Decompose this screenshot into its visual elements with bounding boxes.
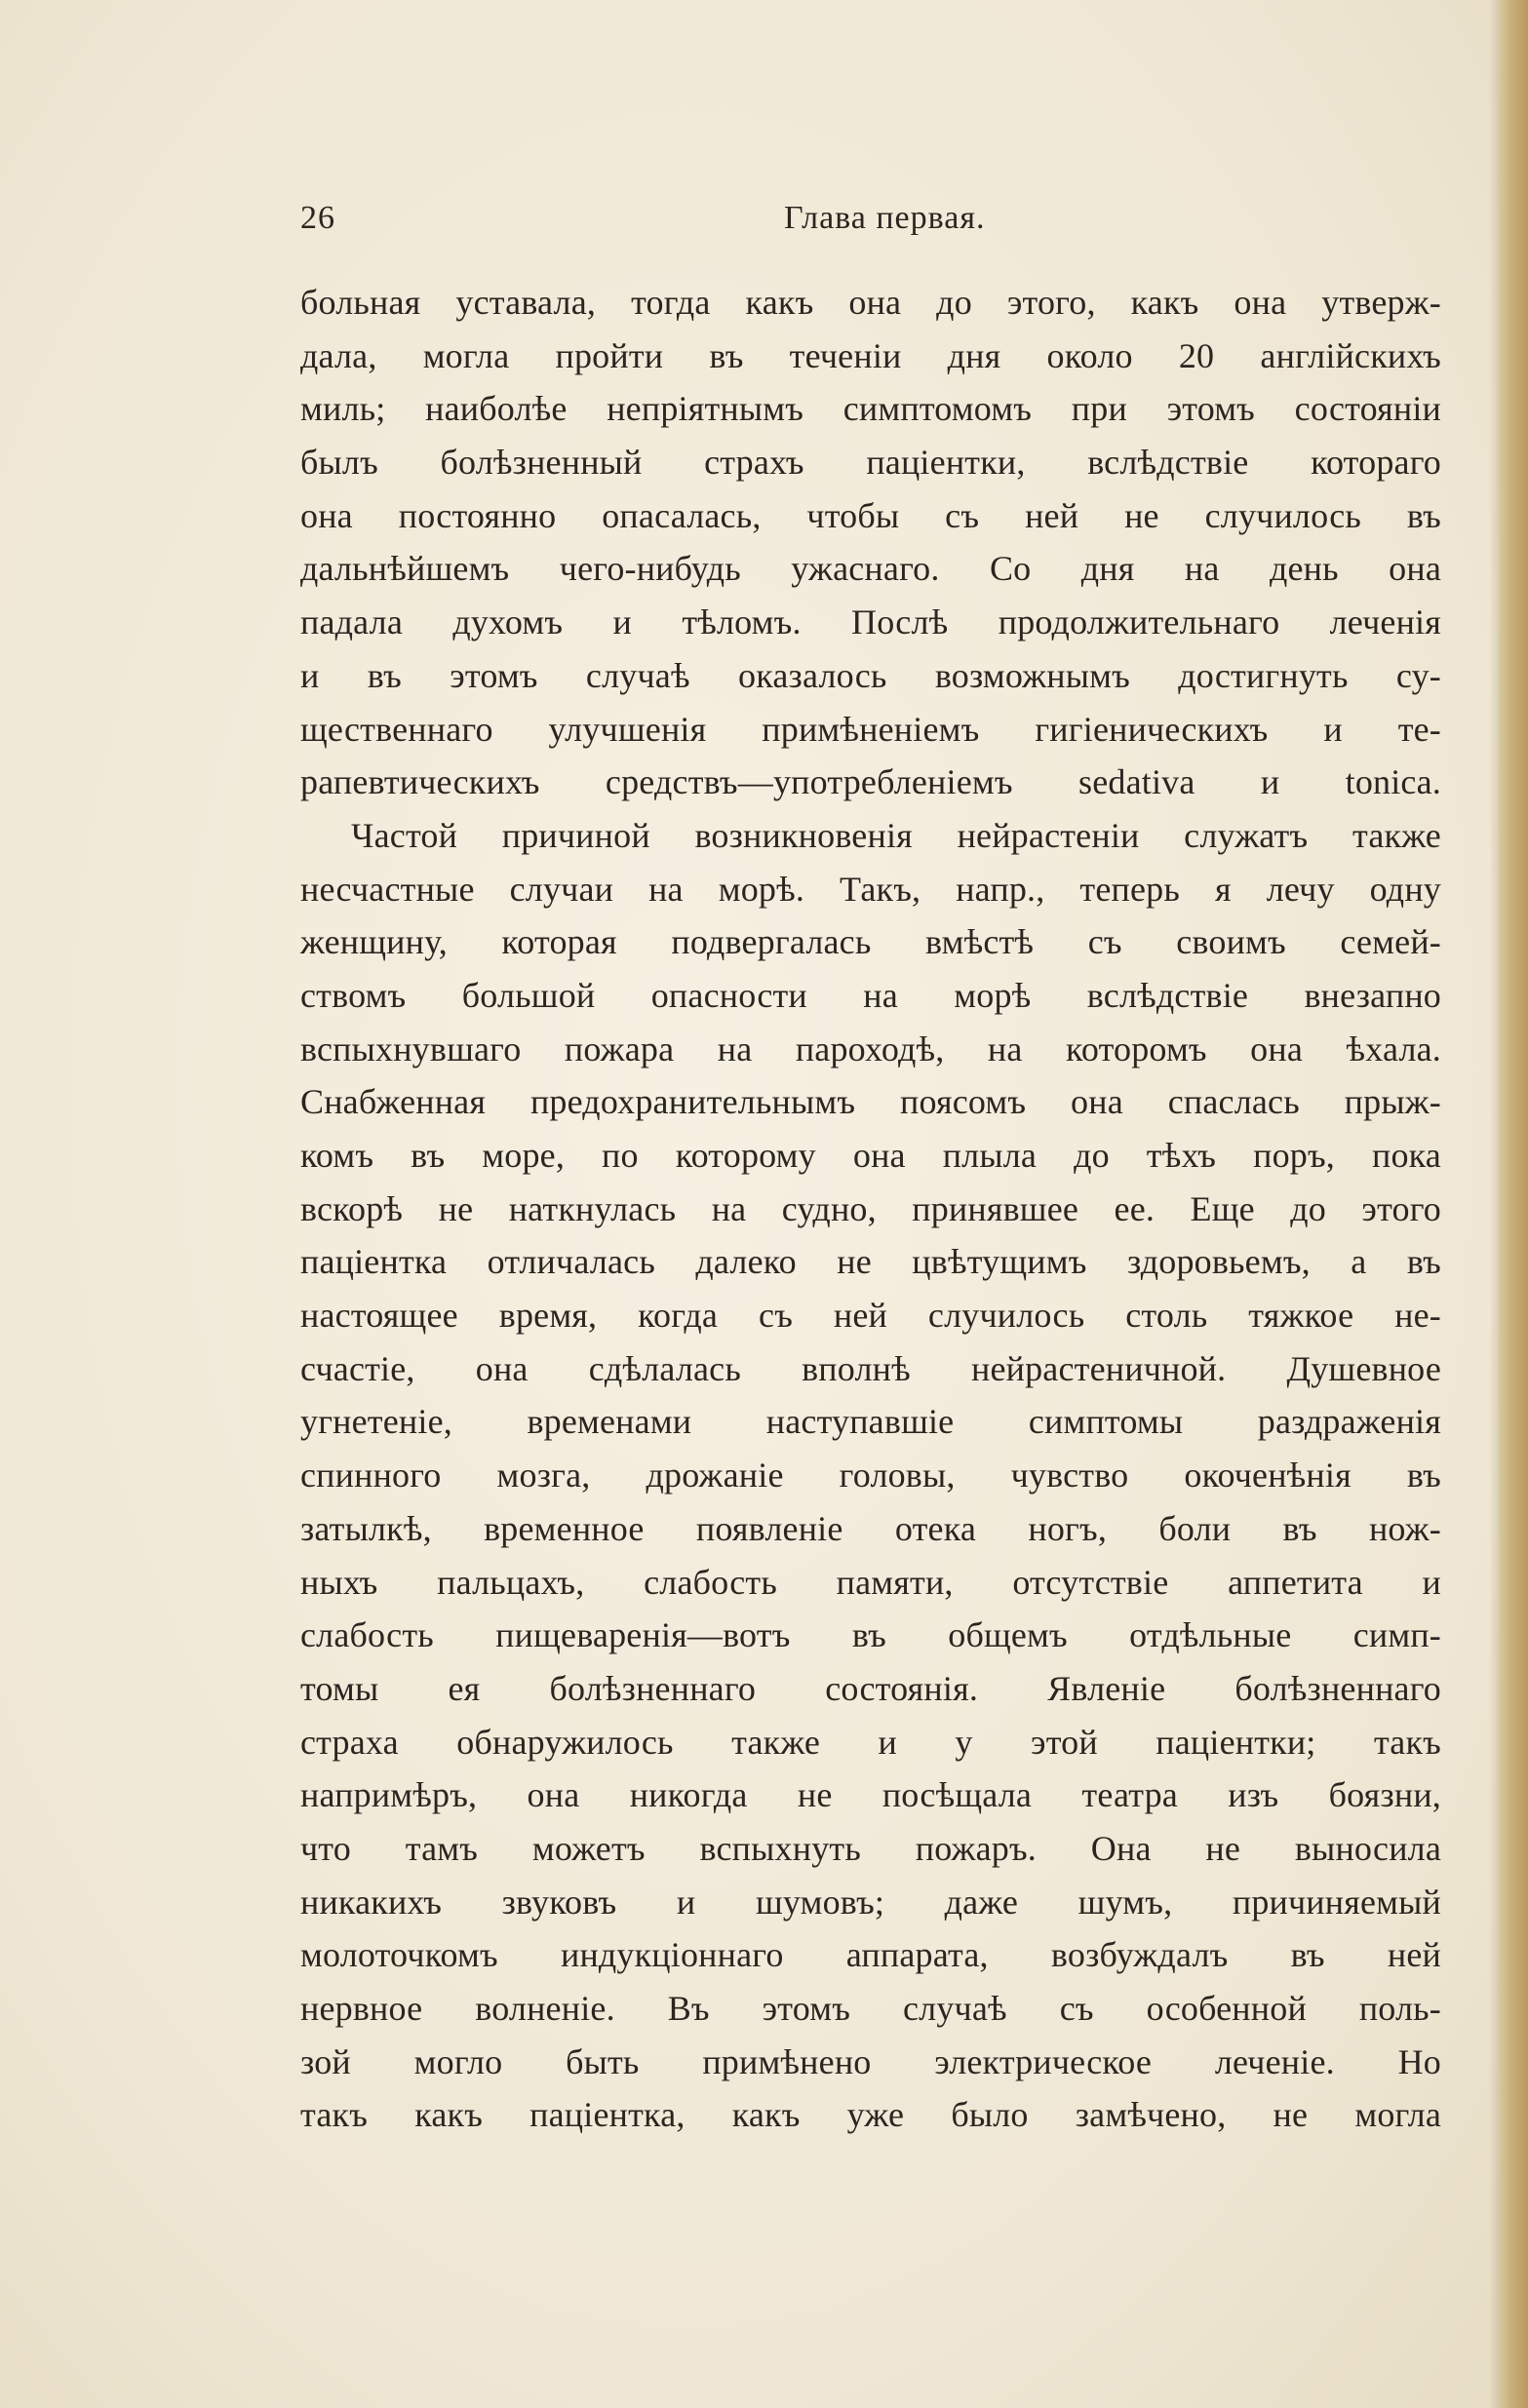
- text-line: ствомъ большой опасности на морѣ вслѣдствiе внезапно: [300, 975, 1441, 1015]
- text-line-paragraph-start: Частой причиной возникновенiя нейрастенiи служатъ также: [351, 815, 1441, 855]
- running-head: Глава первая.: [784, 200, 986, 236]
- text-line: миль; наиболѣе непрiятнымъ симптомомъ при этомъ состоянiи: [300, 389, 1441, 429]
- text-line: томы ея болѣзненнаго состоянiя. Явленiе болѣзненнаго: [300, 1668, 1441, 1708]
- text-line: больная уставала, тогда какъ она до этого, какъ она утверж-: [300, 283, 1441, 322]
- page-header: [0, 200, 1528, 249]
- text-line: страха обнаружилось также и у этой пацiентки; такъ: [300, 1722, 1441, 1762]
- text-line: зой могло быть примѣнено электрическое леченiе. Но: [300, 2041, 1441, 2081]
- text-line: комъ въ море, по которому она плыла до тѣхъ поръ, пока: [300, 1136, 1441, 1175]
- text-line: Снабженная предохранительнымъ поясомъ она спаслась прыж-: [300, 1082, 1441, 1122]
- text-line: щественнаго улучшенiя примѣненiемъ гигiеническихъ и те-: [300, 709, 1441, 749]
- text-line: падала духомъ и тѣломъ. Послѣ продолжительнаго леченiя: [300, 602, 1441, 642]
- page-number: 26: [300, 200, 335, 236]
- text-line: и въ этомъ случаѣ оказалось возможнымъ достигнуть су-: [300, 655, 1441, 695]
- text-line: женщину, которая подвергалась вмѣстѣ съ своимъ семей-: [300, 922, 1441, 962]
- text-line: напримѣръ, она никогда не посѣщала театра изъ боязни,: [300, 1775, 1441, 1815]
- text-line: что тамъ можетъ вспыхнуть пожаръ. Она не выносила: [300, 1828, 1441, 1868]
- text-line: ныхъ пальцахъ, слабость памяти, отсутствiе аппетита и: [300, 1562, 1441, 1602]
- text-line: такъ какъ пацiентка, какъ уже было замѣчено, не могла: [300, 2095, 1441, 2135]
- text-line: она постоянно опасалась, чтобы съ ней не случилось въ: [300, 495, 1441, 535]
- text-line: былъ болѣзненный страхъ пацiентки, вслѣдствiе котораго: [300, 443, 1441, 483]
- text-line: пацiентка отличалась далеко не цвѣтущимъ здоровьемъ, а въ: [300, 1242, 1441, 1282]
- text-line: несчастные случаи на морѣ. Такъ, напр., теперь я лечу одну: [300, 869, 1441, 909]
- page-edge-shadow: [1489, 0, 1499, 2408]
- text-line: дальнѣйшемъ чего-нибудь ужаснаго. Со дня на день она: [300, 549, 1441, 589]
- page-edge: [1499, 0, 1528, 2408]
- text-line: угнетенiе, временами наступавшiе симптомы раздраженiя: [300, 1402, 1441, 1442]
- text-line: слабость пищеваренiя—вотъ въ общемъ отдѣльные симп-: [300, 1615, 1441, 1655]
- text-line: вскорѣ не наткнулась на судно, принявшее ее. Еще до этого: [300, 1188, 1441, 1228]
- text-line: счастiе, она сдѣлалась вполнѣ нейрастеничной. Душевное: [300, 1348, 1441, 1388]
- text-line: нервное волненiе. Въ этомъ случаѣ съ особенной поль-: [300, 1989, 1441, 2028]
- text-line: затылкѣ, временное появленiе отека ногъ, боли въ нож-: [300, 1508, 1441, 1548]
- text-line: рапевтическихъ средствъ—употребленiемъ sedativa и tonica.: [300, 762, 1441, 802]
- text-line: молоточкомъ индукцiоннаго аппарата, возбуждалъ въ ней: [300, 1935, 1441, 1975]
- text-line: никакихъ звуковъ и шумовъ; даже шумъ, причиняемый: [300, 1882, 1441, 1922]
- text-line: дала, могла пройти въ теченiи дня около 20 англiйскихъ: [300, 335, 1441, 375]
- body-text: [300, 276, 1441, 2142]
- text-line: настоящее время, когда съ ней случилось столь тяжкое не-: [300, 1296, 1441, 1336]
- text-line: вспыхнувшаго пожара на пароходѣ, на которомъ она ѣхала.: [300, 1029, 1441, 1068]
- text-line: спинного мозга, дрожанiе головы, чувство окоченѣнiя въ: [300, 1456, 1441, 1495]
